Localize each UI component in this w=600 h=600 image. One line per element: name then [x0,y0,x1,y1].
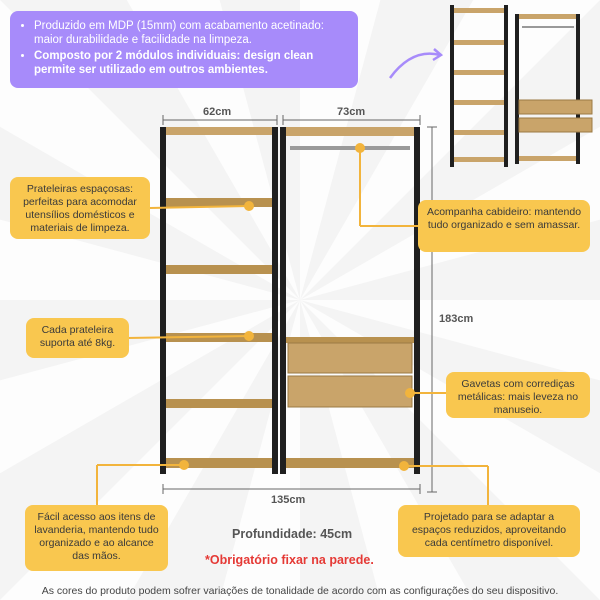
drawer-top [288,343,412,373]
thumbnail-drawer [519,118,592,132]
thumbnail-drawer [519,100,592,114]
left-module [160,127,278,474]
callout-shelves: Prateleiras espaçosas: perfeitas para acomodar utensílios domésticos e materiais de limpeza. [10,177,150,239]
features-box [10,11,358,88]
callout-hanger: Acompanha cabideiro: mantendo tudo organizado e sem amassar. [418,200,590,252]
callout-load: Cada prateleira suporta até 8kg. [26,318,129,358]
shelf [166,265,272,274]
feature-mdp: • Produzido em MDP (15mm) com acabamento acetinado: maior durabilidade e facilidade na limpeza. [34,19,348,47]
callout-drawers: Gavetas com corrediças metálicas: mais leveza no manuseio. [446,372,590,418]
callout-access: Fácil acesso aos itens de lavanderia, mantendo tudo organizado e ao alcance das mãos. [25,505,168,571]
drawer-bottom [288,376,412,407]
shelf [166,399,272,408]
width-left-label: 62cm [203,106,232,118]
callout-space: Projetado para se adaptar a espaços reduzidos, aproveitando cada centímetro disponível. [398,505,580,557]
right-module [280,127,420,474]
shelf [166,127,272,135]
height-label: 183cm [439,313,474,325]
feature-modules: • Composto por 2 módulos individuais: design clean permite ser utilizado em outros ambientes. [34,49,348,77]
wall-fix-warning: *Obrigatório fixar na parede. [205,553,374,567]
total-width-label: 135cm [271,494,306,506]
bottom-shelf [286,458,414,468]
hanger-rod [290,146,410,150]
top-shelf [286,127,414,136]
width-right-label: 73cm [337,106,366,118]
thumbnail-furniture [450,5,592,167]
depth-label: Profundidade: 45cm [232,527,353,541]
color-disclaimer: As cores do produto podem sofrer variações de tonalidade de acordo com as configurações do seu dispositivo. [41,585,559,597]
curved-arrow-icon [390,54,440,78]
